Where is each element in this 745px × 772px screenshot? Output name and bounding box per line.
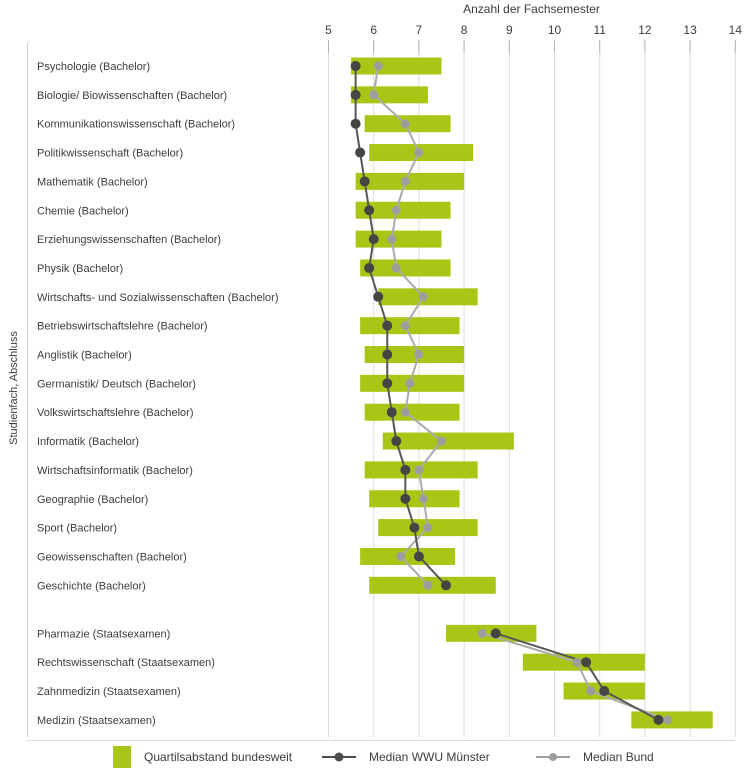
category-label: Medizin (Staatsexamen) xyxy=(37,714,156,727)
y-axis-title: Studienfach, Abschluss xyxy=(8,331,20,445)
category-label: Pharmazie (Staatsexamen) xyxy=(37,628,171,641)
category-label: Geowissenschaften (Bachelor) xyxy=(37,551,187,564)
median-wwu-dot xyxy=(382,321,392,331)
median-bund-dot xyxy=(437,437,446,446)
category-label: Mathematik (Bachelor) xyxy=(37,176,148,189)
median-wwu-dot xyxy=(351,90,361,100)
x-tick-label: 12 xyxy=(638,23,652,37)
median-bund-dot xyxy=(374,62,383,71)
median-wwu-dot xyxy=(355,148,365,158)
median-wwu-dot xyxy=(391,436,401,446)
median-wwu-dot xyxy=(351,119,361,129)
median-wwu-dot-icon xyxy=(335,753,344,762)
x-tick-label: 7 xyxy=(415,23,423,37)
x-tick-label: 5 xyxy=(325,23,332,37)
median-wwu-dot xyxy=(387,407,397,417)
category-label: Sport (Bachelor) xyxy=(37,522,118,535)
median-bund-dot xyxy=(369,90,378,99)
category-label: Wirtschaftsinformatik (Bachelor) xyxy=(37,464,193,477)
x-tick-label: 10 xyxy=(547,23,562,37)
chart-legend xyxy=(0,741,745,772)
median-bund-dot xyxy=(396,552,405,561)
legend-label-median-bund: Median Bund xyxy=(583,750,654,764)
median-bund-dot xyxy=(392,263,401,272)
legend-item-median-bund xyxy=(536,745,654,769)
x-tick-label: 6 xyxy=(370,23,378,37)
quartile-bar xyxy=(356,231,442,248)
median-bund-line xyxy=(482,633,667,720)
quartile-bar xyxy=(631,711,712,728)
x-tick-label: 11 xyxy=(593,23,606,37)
category-label: Geschichte (Bachelor) xyxy=(37,580,146,593)
quartile-bar xyxy=(378,288,477,305)
median-bund-dot xyxy=(423,523,432,532)
median-bund-symbol xyxy=(536,752,570,762)
x-tick-label: 14 xyxy=(728,23,742,37)
category-label: Informatik (Bachelor) xyxy=(37,436,140,449)
median-bund-dot xyxy=(392,206,401,215)
median-wwu-dot xyxy=(382,378,392,388)
median-bund-dot xyxy=(414,465,423,474)
quartile-bar xyxy=(365,346,464,363)
quartile-bar xyxy=(351,86,428,103)
median-bund-dot xyxy=(401,177,410,186)
quartile-swatch xyxy=(113,746,131,768)
median-wwu-dot xyxy=(653,715,663,725)
category-label: Physik (Bachelor) xyxy=(37,262,124,275)
median-wwu-dot xyxy=(441,580,451,590)
median-bund-dot xyxy=(586,687,595,696)
category-label: Rechtswissenschaft (Staatsexamen) xyxy=(37,657,215,670)
quartile-bar xyxy=(356,173,464,190)
median-wwu-dot xyxy=(491,628,501,638)
category-label: Betriebswirtschaftslehre (Bachelor) xyxy=(37,320,208,333)
median-bund-dot xyxy=(419,494,428,503)
category-label: Biologie/ Biowissenschaften (Bachelor) xyxy=(37,89,228,102)
median-bund-dot xyxy=(423,581,432,590)
median-wwu-dot xyxy=(409,523,419,533)
legend-label-median-wwu: Median WWU Münster xyxy=(369,750,490,764)
median-bund-dot xyxy=(401,321,410,330)
category-label: Erziehungswissenschaften (Bachelor) xyxy=(37,234,222,247)
quartile-bar xyxy=(369,577,496,594)
median-wwu-dot xyxy=(360,176,370,186)
category-label: Anglistik (Bachelor) xyxy=(37,349,132,362)
median-wwu-dot xyxy=(581,657,591,667)
category-label: Kommunikationswissenschaft (Bachelor) xyxy=(37,118,236,131)
median-wwu-line xyxy=(496,633,659,720)
x-tick-label: 8 xyxy=(460,23,468,37)
median-bund-dot xyxy=(387,235,396,244)
x-tick-label: 9 xyxy=(505,23,513,37)
median-wwu-dot xyxy=(364,263,374,273)
quartile-bar xyxy=(383,433,514,450)
median-bund-dot xyxy=(401,408,410,417)
x-axis-title: Anzahl der Fachsemester xyxy=(463,2,600,16)
median-wwu-dot xyxy=(414,551,424,561)
median-bund-dot xyxy=(401,119,410,128)
median-bund-dot xyxy=(405,379,414,388)
median-bund-dot xyxy=(419,292,428,301)
median-bund-dot xyxy=(414,350,423,359)
x-tick-label: 13 xyxy=(683,23,697,37)
median-wwu-dot xyxy=(400,465,410,475)
median-wwu-dot xyxy=(364,205,374,215)
legend-item-median-wwu xyxy=(322,745,490,769)
legend-item-quartile xyxy=(113,745,292,769)
median-bund-dot xyxy=(478,629,487,638)
category-label: Psychologie (Bachelor) xyxy=(37,61,151,73)
median-wwu-symbol xyxy=(322,752,356,762)
category-label: Zahnmedizin (Staatsexamen) xyxy=(37,686,181,699)
median-bund-dot xyxy=(414,148,423,157)
category-label: Geographie (Bachelor) xyxy=(37,493,149,506)
category-label: Politikwissenschaft (Bachelor) xyxy=(37,147,184,160)
median-wwu-dot xyxy=(599,686,609,696)
median-wwu-dot xyxy=(382,350,392,360)
median-bund-dot xyxy=(573,658,582,667)
quartile-bar xyxy=(351,58,441,75)
median-wwu-dot xyxy=(351,61,361,71)
median-wwu-dot xyxy=(400,494,410,504)
category-label: Chemie (Bachelor) xyxy=(37,205,129,218)
category-label: Volkswirtschaftslehre (Bachelor) xyxy=(37,407,194,420)
median-bund-dot-icon xyxy=(549,753,557,761)
category-label: Germanistik/ Deutsch (Bachelor) xyxy=(37,378,196,391)
median-wwu-dot xyxy=(369,234,379,244)
median-wwu-dot xyxy=(373,292,383,302)
category-label: Wirtschafts- und Sozialwissenschaften (Bachelor) xyxy=(37,291,279,304)
quartile-bar xyxy=(369,490,459,507)
legend-label-quartile: Quartilsabstand bundesweit xyxy=(144,750,293,764)
median-bund-dot xyxy=(663,715,672,724)
